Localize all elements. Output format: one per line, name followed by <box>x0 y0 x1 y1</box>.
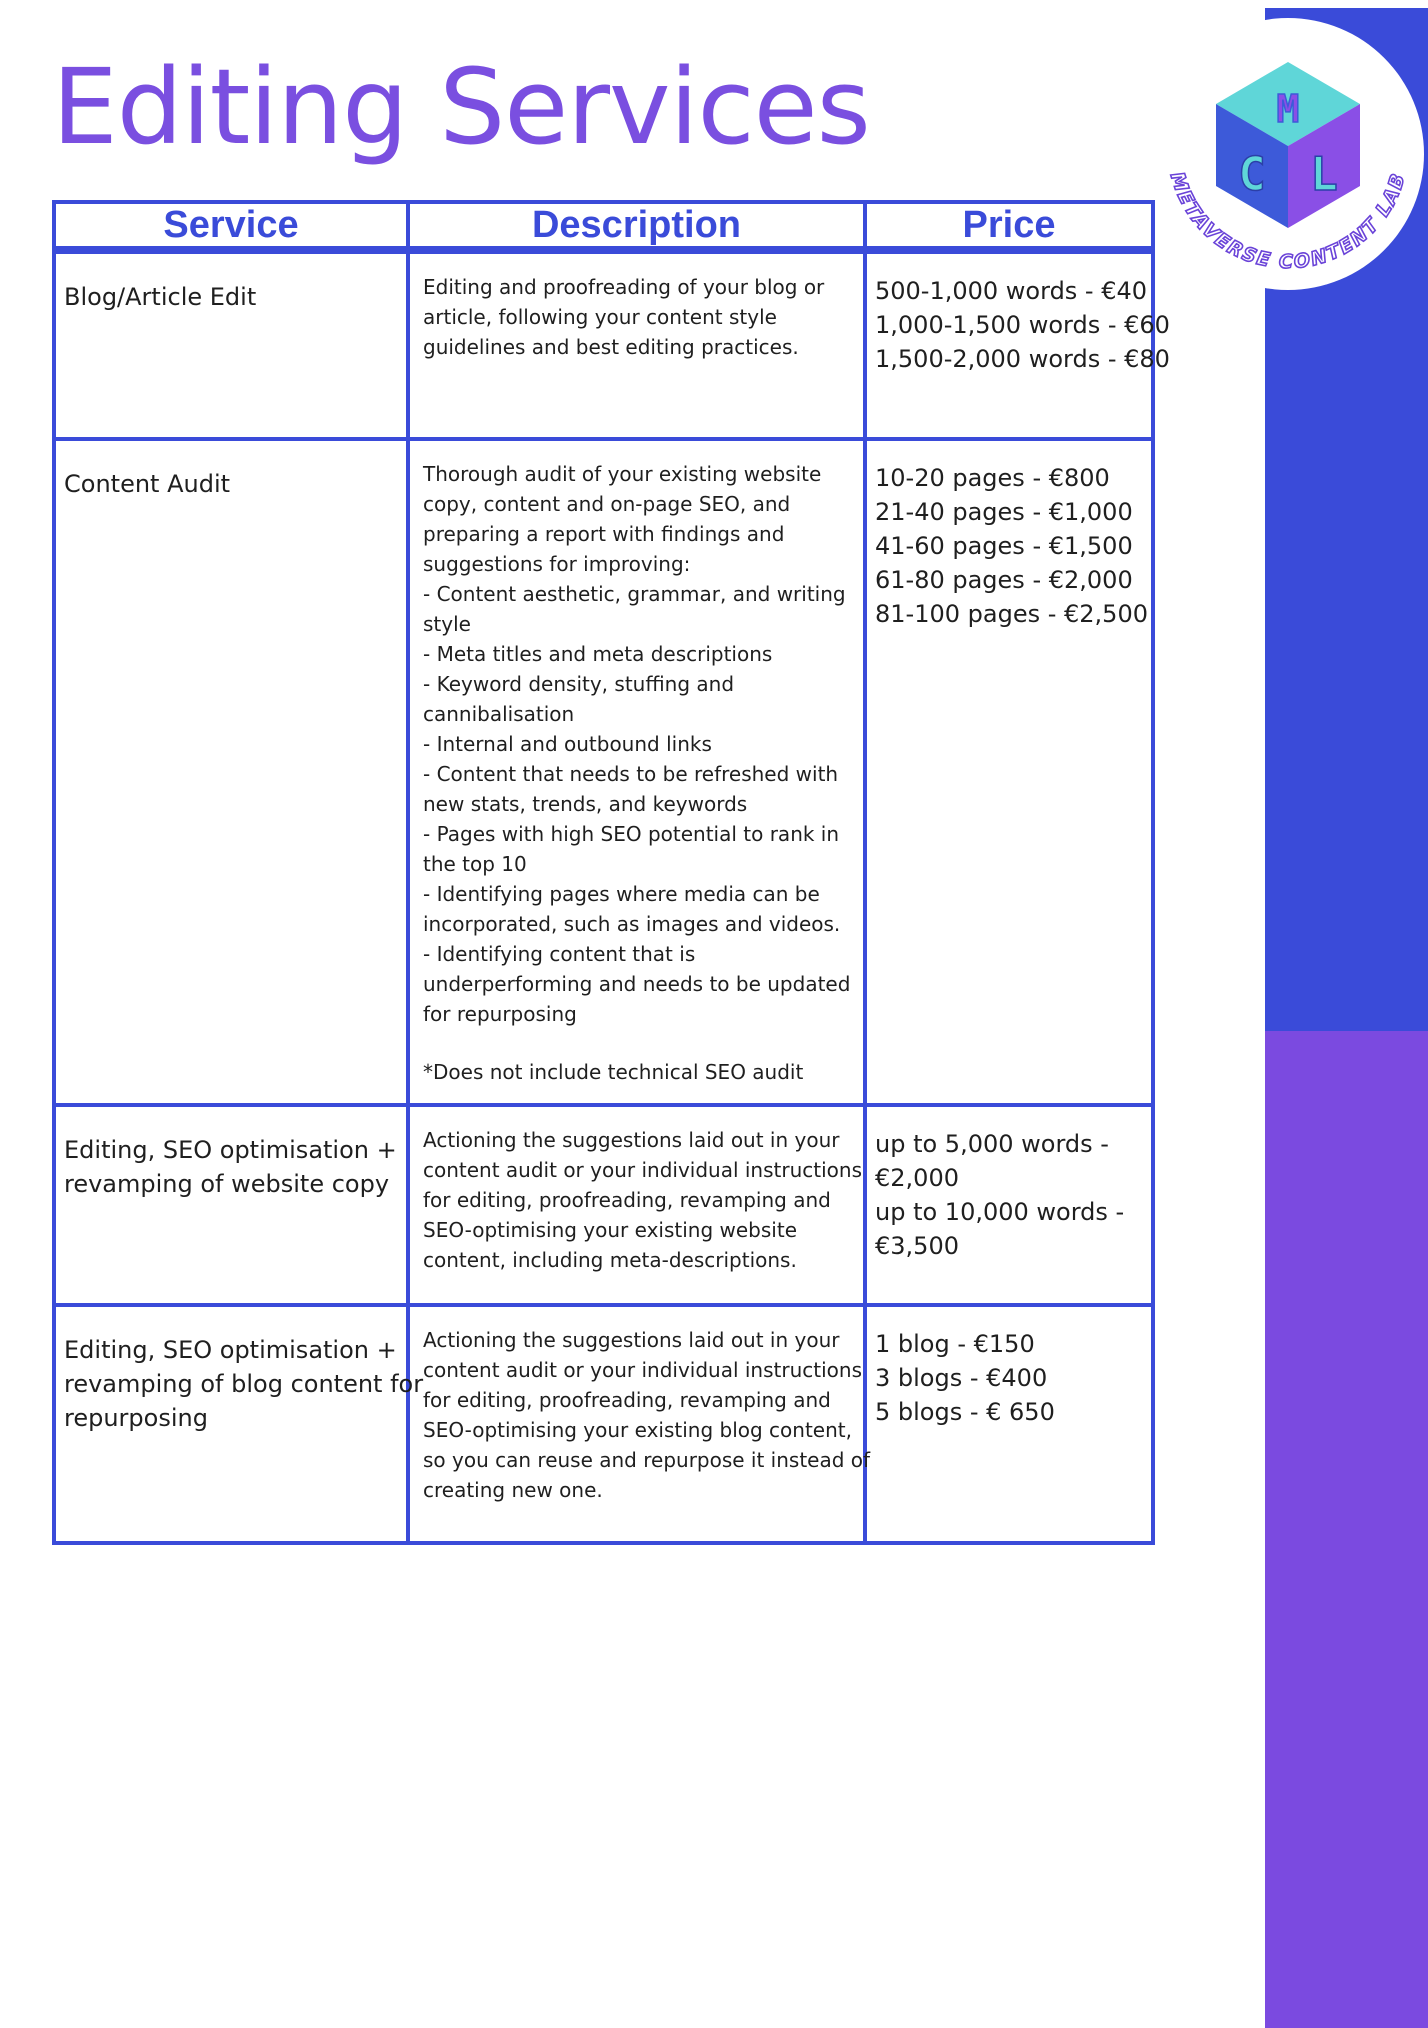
page-title: Editing Services <box>52 46 870 168</box>
description-line: cannibalisation <box>423 702 575 726</box>
description-line: style <box>423 612 471 636</box>
description-line: - Internal and outbound links <box>423 732 712 756</box>
price-line: 1,000-1,500 words - €60 <box>875 311 1170 339</box>
price-line: 21-40 pages - €1,000 <box>875 498 1133 526</box>
table-row <box>54 439 1153 1105</box>
description-line: SEO-optimising your existing blog content, <box>423 1418 852 1442</box>
description-line: creating new one. <box>423 1478 603 1502</box>
logo-ring-text-path: METAVERSE CONTENT LAB <box>1165 169 1411 274</box>
description-line: Actioning the suggestions laid out in your <box>423 1128 840 1152</box>
description-line: article, following your content style <box>423 305 777 329</box>
service-description <box>408 1305 871 1543</box>
service-price <box>865 250 1170 439</box>
price-line: 5 blogs - € 650 <box>875 1398 1055 1426</box>
description-line: copy, content and on-page SEO, and <box>423 492 791 516</box>
price-line: €2,000 <box>875 1164 959 1192</box>
price-line: 1 blog - €150 <box>875 1330 1035 1358</box>
service-line: Editing, SEO optimisation + <box>64 1136 397 1164</box>
logo-letter-l: L <box>1310 147 1338 201</box>
metaverse-content-lab-logo <box>1152 18 1424 290</box>
description-line: SEO-optimising your existing website <box>423 1218 797 1242</box>
price-line: 500-1,000 words - €40 <box>875 277 1148 305</box>
header-price: Price <box>865 202 1153 250</box>
description-line: Actioning the suggestions laid out in your <box>423 1328 840 1352</box>
description-line: the top 10 <box>423 852 527 876</box>
logo-letter-m: M <box>1276 87 1300 131</box>
price-line: 10-20 pages - €800 <box>875 464 1110 492</box>
description-line: for repurposing <box>423 1002 577 1026</box>
logo-letter-c: C <box>1238 147 1266 201</box>
description-line: underperforming and needs to be updated <box>423 972 851 996</box>
price-line: up to 10,000 words - <box>875 1198 1125 1226</box>
service-name <box>54 1305 424 1543</box>
header-description: Description <box>408 202 865 250</box>
service-price <box>865 439 1153 1105</box>
service-line: Content Audit <box>64 470 231 498</box>
description-line: content audit or your individual instructions <box>423 1358 862 1382</box>
service-line: Blog/Article Edit <box>64 283 257 311</box>
description-line: content audit or your individual instructions <box>423 1158 862 1182</box>
service-line: Editing, SEO optimisation + <box>64 1336 397 1364</box>
price-line: up to 5,000 words - <box>875 1130 1109 1158</box>
price-line: 81-100 pages - €2,500 <box>875 600 1148 628</box>
description-line: content, including meta-descriptions. <box>423 1248 797 1272</box>
description-line: - Meta titles and meta descriptions <box>423 642 773 666</box>
description-line: for editing, proofreading, revamping and <box>423 1188 831 1212</box>
table-header-row <box>54 202 1153 250</box>
description-line: guidelines and best editing practices. <box>423 335 799 359</box>
service-description <box>408 1105 865 1305</box>
description-line: - Pages with high SEO potential to rank in <box>423 822 840 846</box>
price-line: 3 blogs - €400 <box>875 1364 1048 1392</box>
price-line: 61-80 pages - €2,000 <box>875 566 1133 594</box>
table-row <box>54 250 1153 439</box>
description-line: Thorough audit of your existing website <box>423 462 822 486</box>
price-line: 1,500-2,000 words - €80 <box>875 345 1170 373</box>
service-description <box>408 250 865 439</box>
price-line: 41-60 pages - €1,500 <box>875 532 1133 560</box>
description-line: preparing a report with findings and <box>423 522 785 546</box>
service-line: revamping of website copy <box>64 1170 390 1198</box>
description-line: Editing and proofreading of your blog or <box>423 275 825 299</box>
service-name <box>54 1105 408 1305</box>
side-accent-bar-purple <box>1265 1031 1428 2028</box>
table-row <box>54 1105 1153 1305</box>
price-line: €3,500 <box>875 1232 959 1260</box>
table-row <box>54 1305 1153 1543</box>
description-line: - Keyword density, stuffing and <box>423 672 735 696</box>
service-price <box>865 1305 1153 1543</box>
service-line: revamping of blog content for <box>64 1370 424 1398</box>
service-description <box>408 439 865 1105</box>
service-name <box>54 250 408 439</box>
service-line: repurposing <box>64 1404 208 1432</box>
services-table <box>52 200 1170 1545</box>
description-line: - Identifying pages where media can be <box>423 882 820 906</box>
description-note: *Does not include technical SEO audit <box>423 1060 804 1084</box>
description-line: new stats, trends, and keywords <box>423 792 748 816</box>
description-line: - Identifying content that is <box>423 942 696 966</box>
description-line: - Content that needs to be refreshed with <box>423 762 839 786</box>
header-service: Service <box>54 202 408 250</box>
description-line: suggestions for improving: <box>423 552 691 576</box>
description-line: - Content aesthetic, grammar, and writing <box>423 582 846 606</box>
description-line: incorporated, such as images and videos. <box>423 912 841 936</box>
service-name <box>54 439 408 1105</box>
description-line: so you can reuse and repurpose it instead of <box>423 1448 871 1472</box>
description-line: for editing, proofreading, revamping and <box>423 1388 831 1412</box>
service-price <box>865 1105 1153 1305</box>
